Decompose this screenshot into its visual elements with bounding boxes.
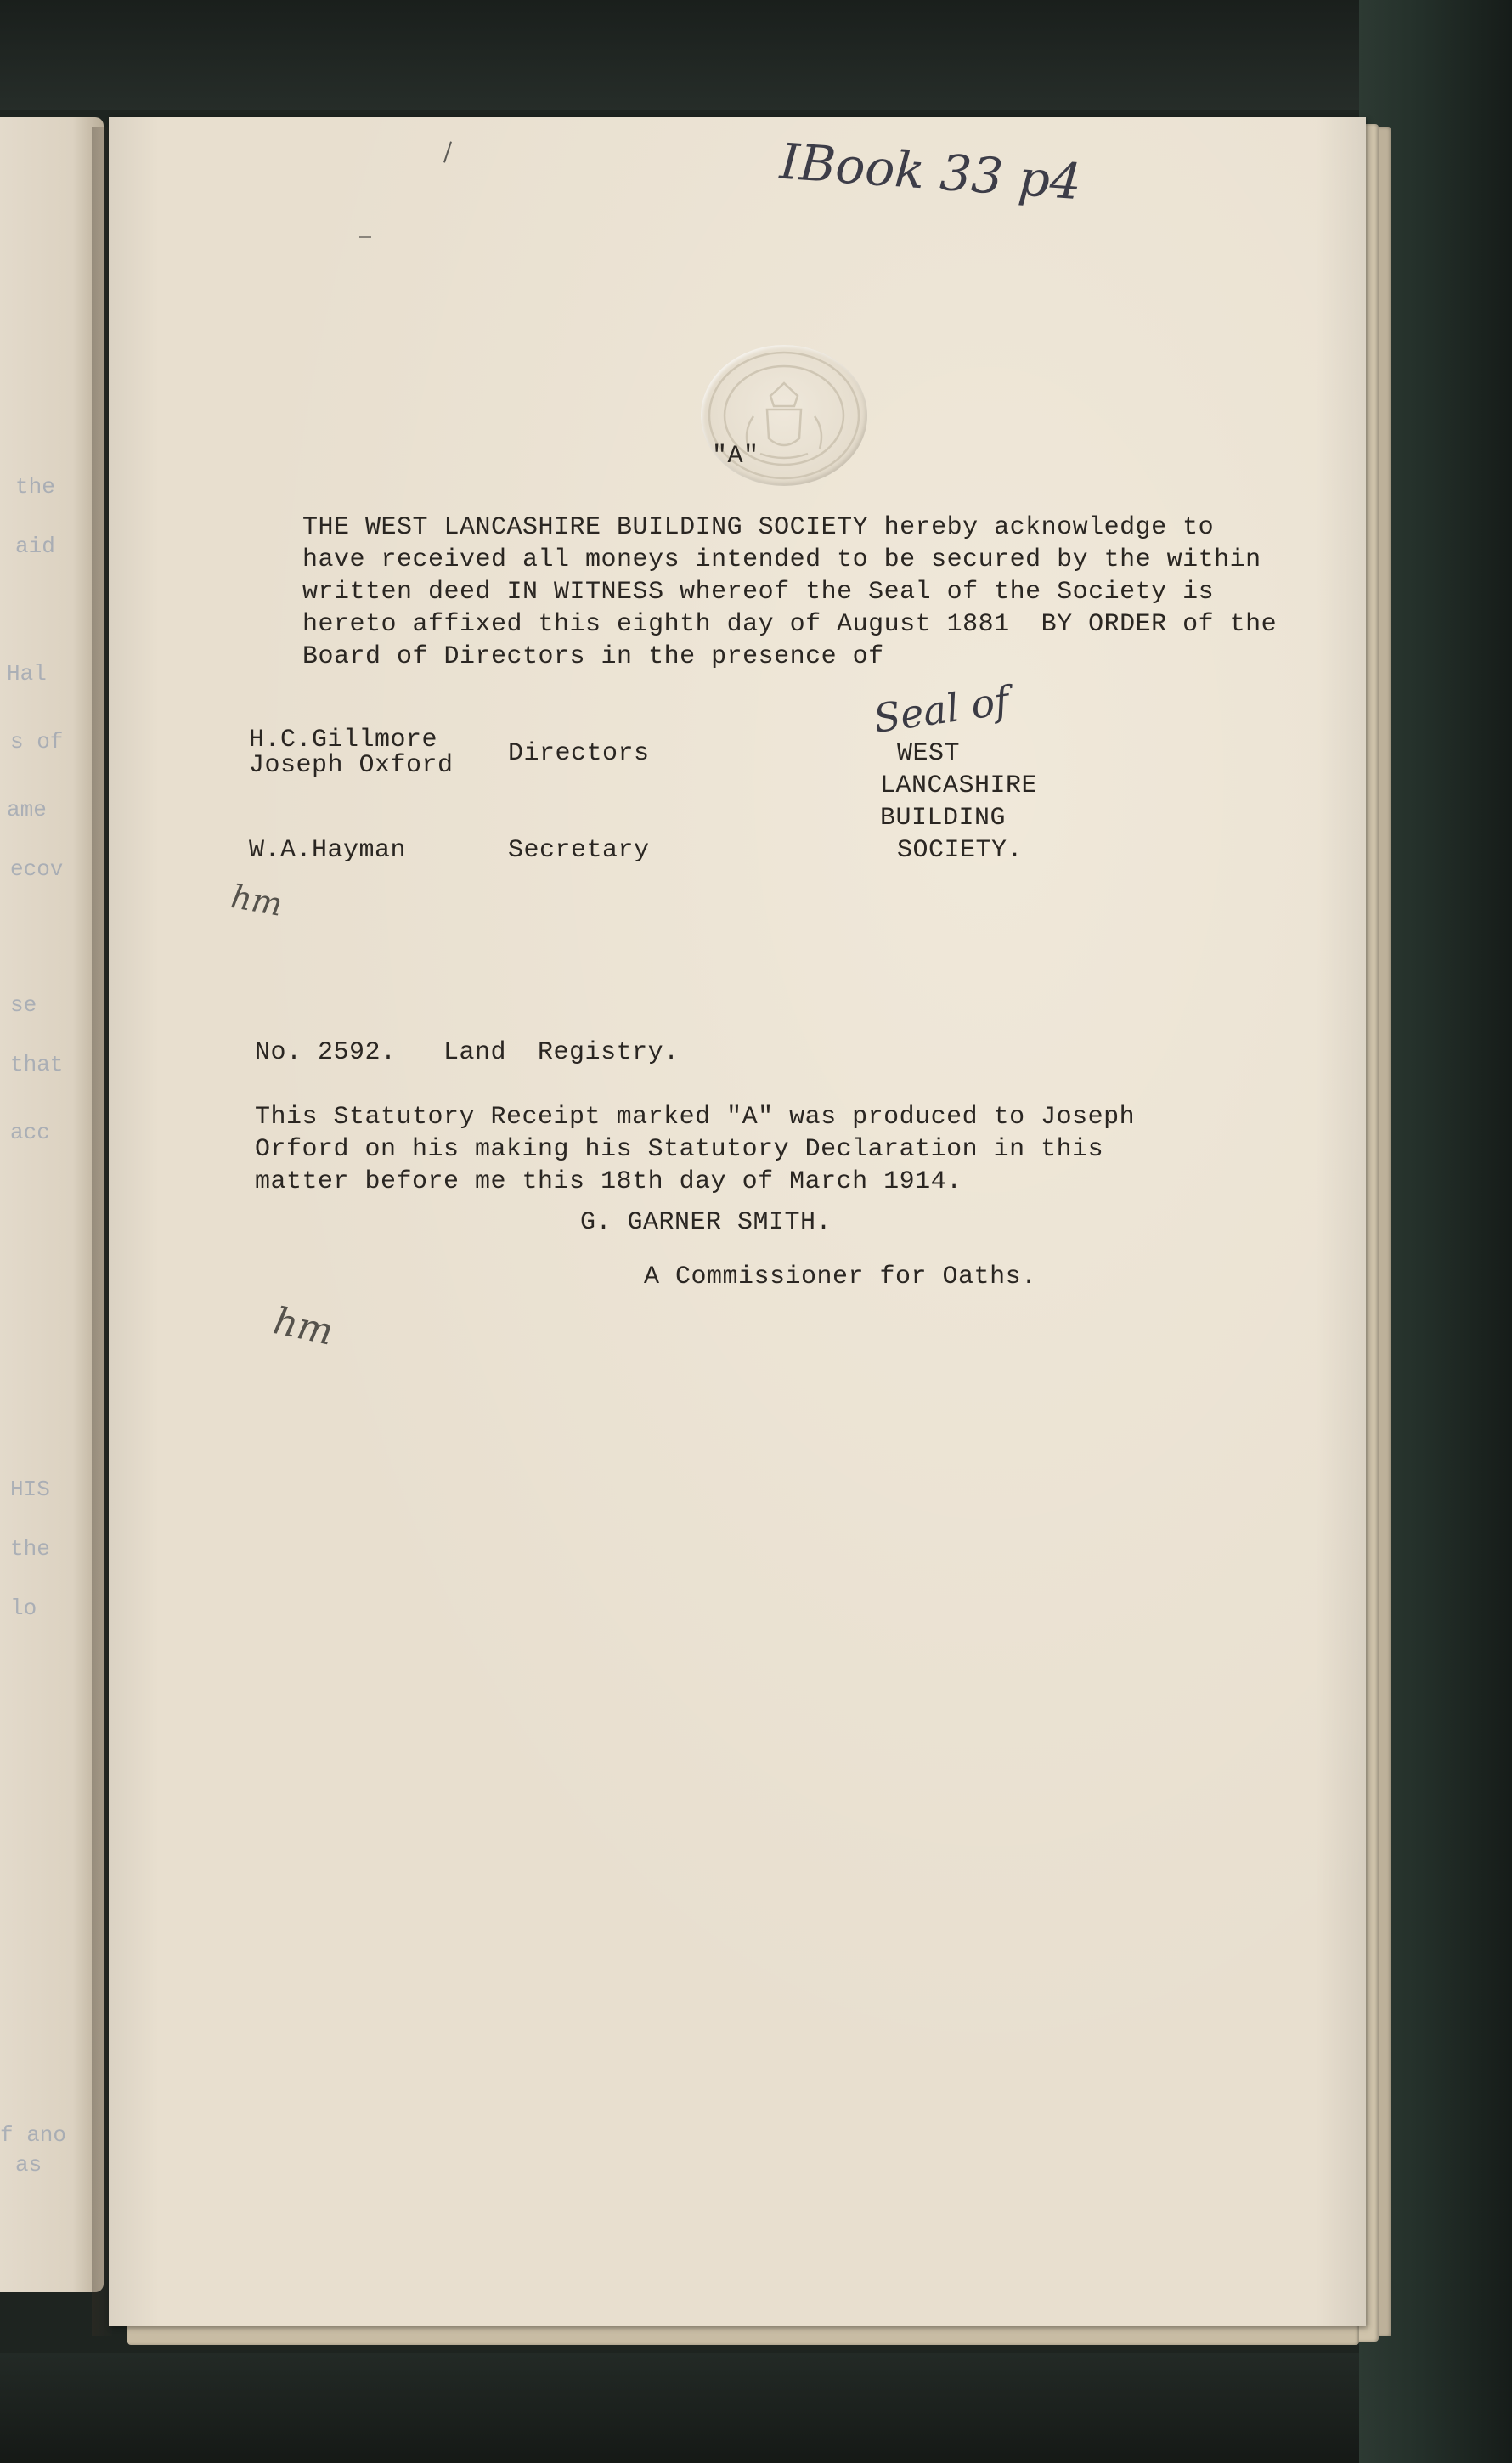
receipt-marker: "A" [712,442,759,471]
receipt-line: have received all moneys intended to be secured by the within [302,545,1261,574]
left-page-text-fragment: acc [10,1120,50,1145]
seal-society-line: BUILDING [880,804,1007,833]
book-cover-top [0,0,1512,110]
left-page-text-fragment: the [10,1536,50,1562]
declaration-line: Orford on his making his Statutory Declaration in this [255,1135,1104,1164]
left-page-text-fragment: HIS [10,1477,50,1502]
seal-society-line: SOCIETY. [897,836,1024,865]
left-facing-page [0,117,104,2292]
receipt-line: Board of Directors in the presence of [302,642,884,671]
book-cover-bottom [0,2353,1512,2463]
left-page-text-fragment: lo [10,1596,37,1621]
left-page-text-fragment: as [15,2152,42,2178]
archive-reference-handwritten: IBook 33 p4 [778,132,1084,212]
left-page-text-fragment: the [15,474,55,500]
secretary-label: Secretary [508,836,650,865]
seal-society-line: WEST [897,739,961,768]
director-name: H.C.Gillmore [249,726,438,754]
left-page-text-fragment: ecov [10,856,64,882]
seal-handwritten-label: Seal of [871,677,1013,742]
pencil-mark [443,141,452,162]
director-name: Joseph Oxford [249,751,454,780]
pencil-initials: hm [269,1299,337,1354]
left-page-text-fragment: ame [7,797,47,822]
secretary-name: W.A.Hayman [249,836,407,865]
left-page-text-fragment: s of [10,729,64,754]
commissioner-name: G. GARNER SMITH. [580,1208,832,1237]
registry-header: No. 2592. Land Registry. [255,1038,680,1067]
pencil-initials: hm [228,878,285,924]
receipt-line: THE WEST LANCASHIRE BUILDING SOCIETY hereby acknowledge to [302,513,1215,542]
declaration-line: matter before me this 18th day of March 1914. [255,1167,962,1196]
left-page-text-fragment: Hal [7,661,47,686]
receipt-line: written deed IN WITNESS whereof the Seal of the Society is [302,578,1215,607]
seal-society-line: LANCASHIRE [880,771,1038,800]
left-page-text-fragment: se [10,992,37,1018]
left-page-text-fragment: aid [15,534,55,559]
document-page [109,117,1366,2326]
left-page-text-fragment: that [10,1052,64,1077]
declaration-line: This Statutory Receipt marked "A" was produced to Joseph [255,1103,1136,1132]
pencil-mark [359,236,371,238]
commissioner-title: A Commissioner for Oaths. [644,1263,1037,1291]
left-page-text-fragment: f ano [0,2122,67,2148]
receipt-line: hereto affixed this eighth day of August 1881 BY ORDER of the [302,610,1278,639]
directors-label: Directors [508,739,650,768]
